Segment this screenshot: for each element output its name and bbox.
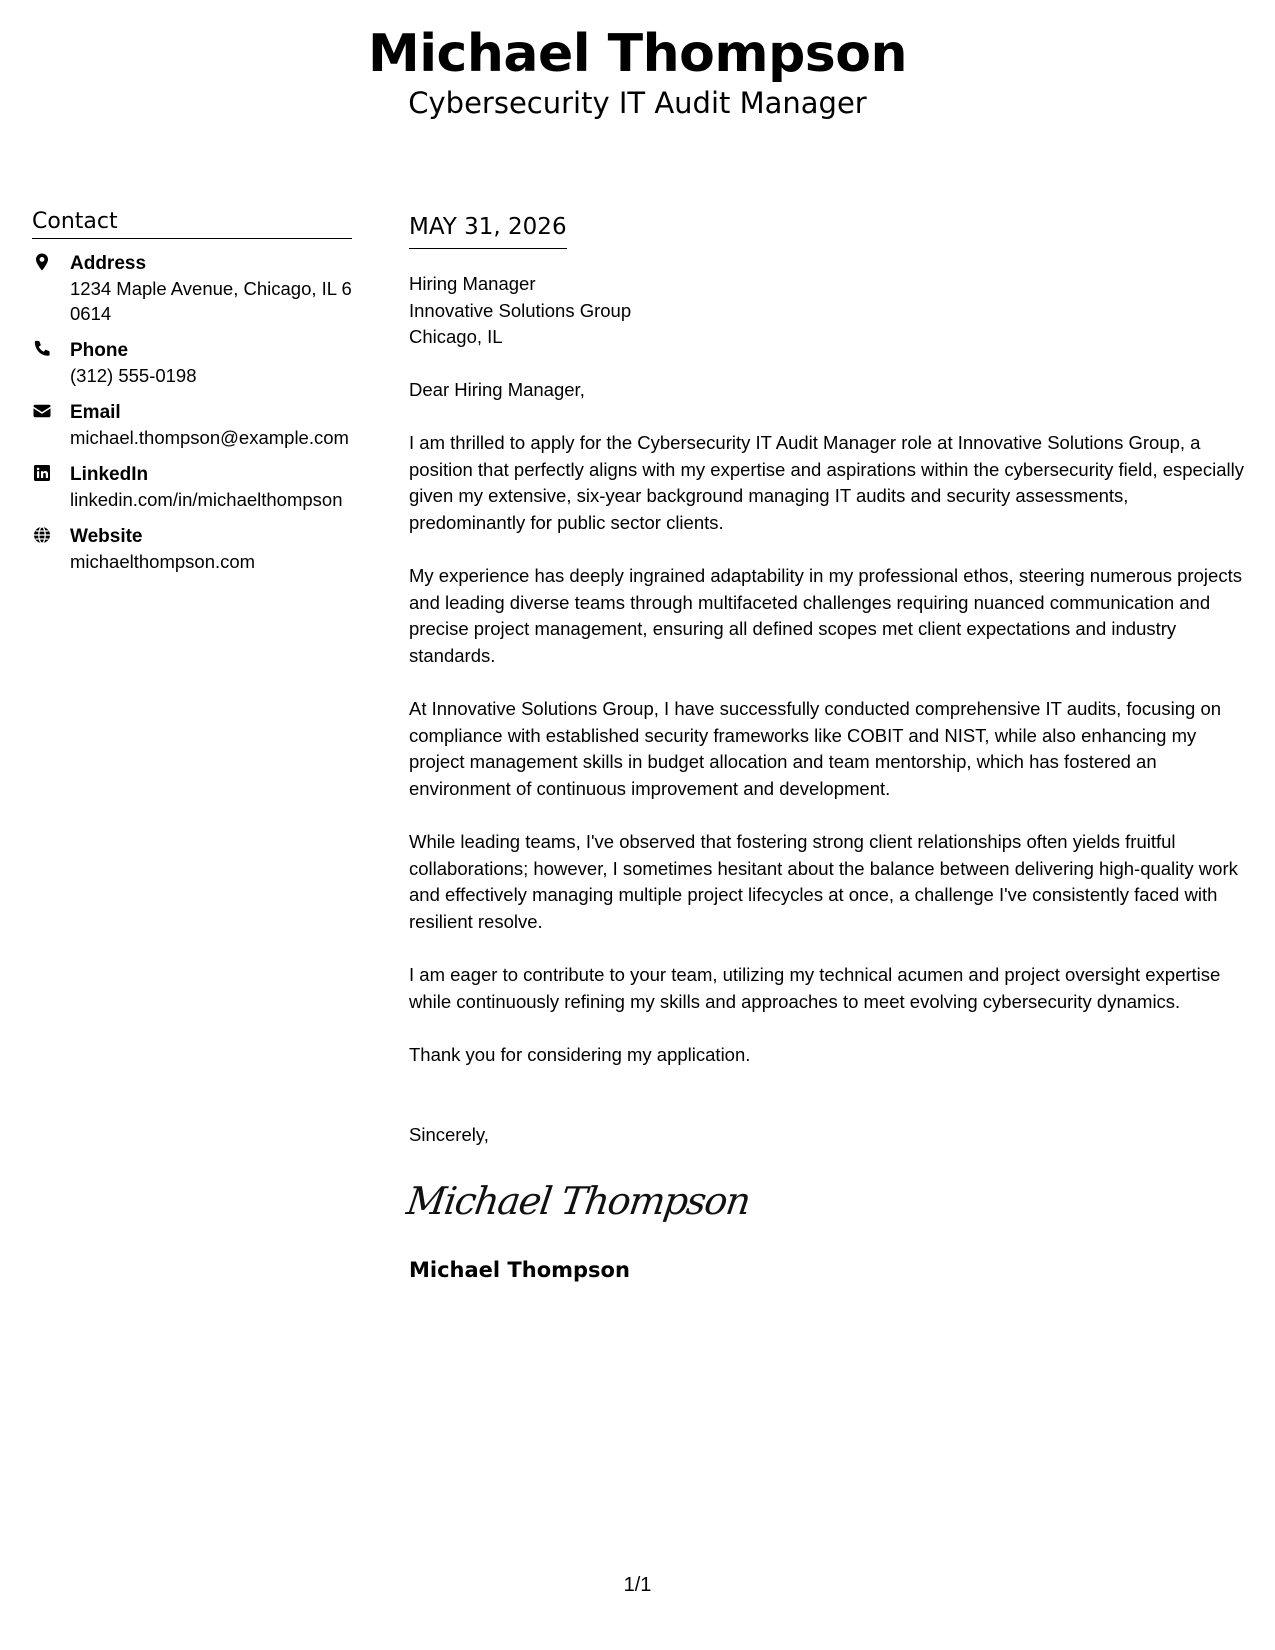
- globe-icon: [32, 525, 54, 547]
- letter-paragraph: I am eager to contribute to your team, utilizing my technical acumen and project oversight expertise while continuously refining my skills and approaches to meet evolving cybersecurity dynamics.: [409, 964, 1221, 1012]
- recipient-block: [409, 271, 1249, 351]
- handwritten-signature: [403, 1174, 753, 1228]
- recipient-line: Hiring Manager: [409, 273, 536, 294]
- cover-letter-body: [403, 212, 1249, 1284]
- page-number: 1/1: [623, 1574, 652, 1596]
- contact-label-email: Email: [70, 402, 121, 423]
- job-title: Cybersecurity IT Audit Manager: [408, 86, 867, 120]
- recipient-line: Innovative Solutions Group: [409, 299, 632, 321]
- applicant-name: Michael Thompson: [367, 24, 907, 84]
- letter-paragraph: At Innovative Solutions Group, I have successfully conducted comprehensive IT audits, focusing on compliance with established security frameworks like COBIT and NIST, while also enhancing my project management skills in budget allocation and team mentorship, which has fostered an environment of continuous improvement and development.: [409, 698, 1222, 799]
- contact-sidebar: [32, 208, 352, 586]
- envelope-icon: [32, 401, 54, 423]
- salutation: Dear Hiring Manager,: [409, 378, 585, 400]
- address-value: 1234 Maple Avenue, Chicago, IL 60614: [70, 278, 352, 324]
- linkedin-value[interactable]: linkedin.com/in/michaelthompson: [70, 489, 343, 510]
- location-pin-icon: [32, 252, 54, 274]
- contact-label-website: Website: [70, 526, 143, 547]
- svg-text:Michael Thompson: Michael Thompson: [403, 1180, 753, 1224]
- signed-name: Michael Thompson: [409, 1258, 630, 1282]
- letter-paragraph: I am thrilled to apply for the Cybersecurity IT Audit Manager role at Innovative Solutions Group, a position that perfectly aligns with my expertise and aspirations within the cybersecurity field, especially given my extensive, six-year background managing IT audits and security assessments, predominantly for public sector clients.: [409, 432, 1244, 533]
- recipient-line: Chicago, IL: [409, 326, 503, 347]
- contact-heading: Contact: [32, 208, 352, 239]
- contact-label-address: Address: [70, 253, 147, 274]
- contact-label-linkedin: LinkedIn: [70, 464, 149, 485]
- closing: Sincerely,: [409, 1123, 489, 1145]
- contact-item-address: [32, 251, 352, 326]
- email-value[interactable]: michael.thompson@example.com: [70, 427, 349, 448]
- website-value[interactable]: michaelthompson.com: [70, 551, 256, 572]
- letter-paragraph: While leading teams, I've observed that fostering strong client relationships often yields fruitful collaborations; however, I sometimes hesitant about the balance between delivering high-quality work and effectively managing multiple project lifecycles at once, a challenge I've consistently faced with resilient resolve.: [409, 831, 1238, 932]
- contact-item-email: [32, 400, 352, 450]
- letter-paragraph: My experience has deeply ingrained adaptability in my professional ethos, steering numerous projects and leading diverse teams through multifaceted challenges requiring nuanced communication and precise project management, ensuring all defined scopes met client expectations and industry standards.: [409, 565, 1242, 666]
- letter-paragraph: Thank you for considering my application.: [409, 1044, 751, 1065]
- linkedin-icon: [32, 463, 54, 485]
- resume-header: [0, 22, 1275, 121]
- phone-value[interactable]: (312) 555-0198: [70, 365, 197, 386]
- contact-item-linkedin: [32, 462, 352, 512]
- phone-icon: [32, 339, 54, 361]
- letter-date: MAY 31, 2026: [409, 212, 567, 249]
- contact-item-phone: [32, 338, 352, 388]
- contact-item-website: [32, 524, 352, 574]
- contact-label-phone: Phone: [70, 340, 129, 361]
